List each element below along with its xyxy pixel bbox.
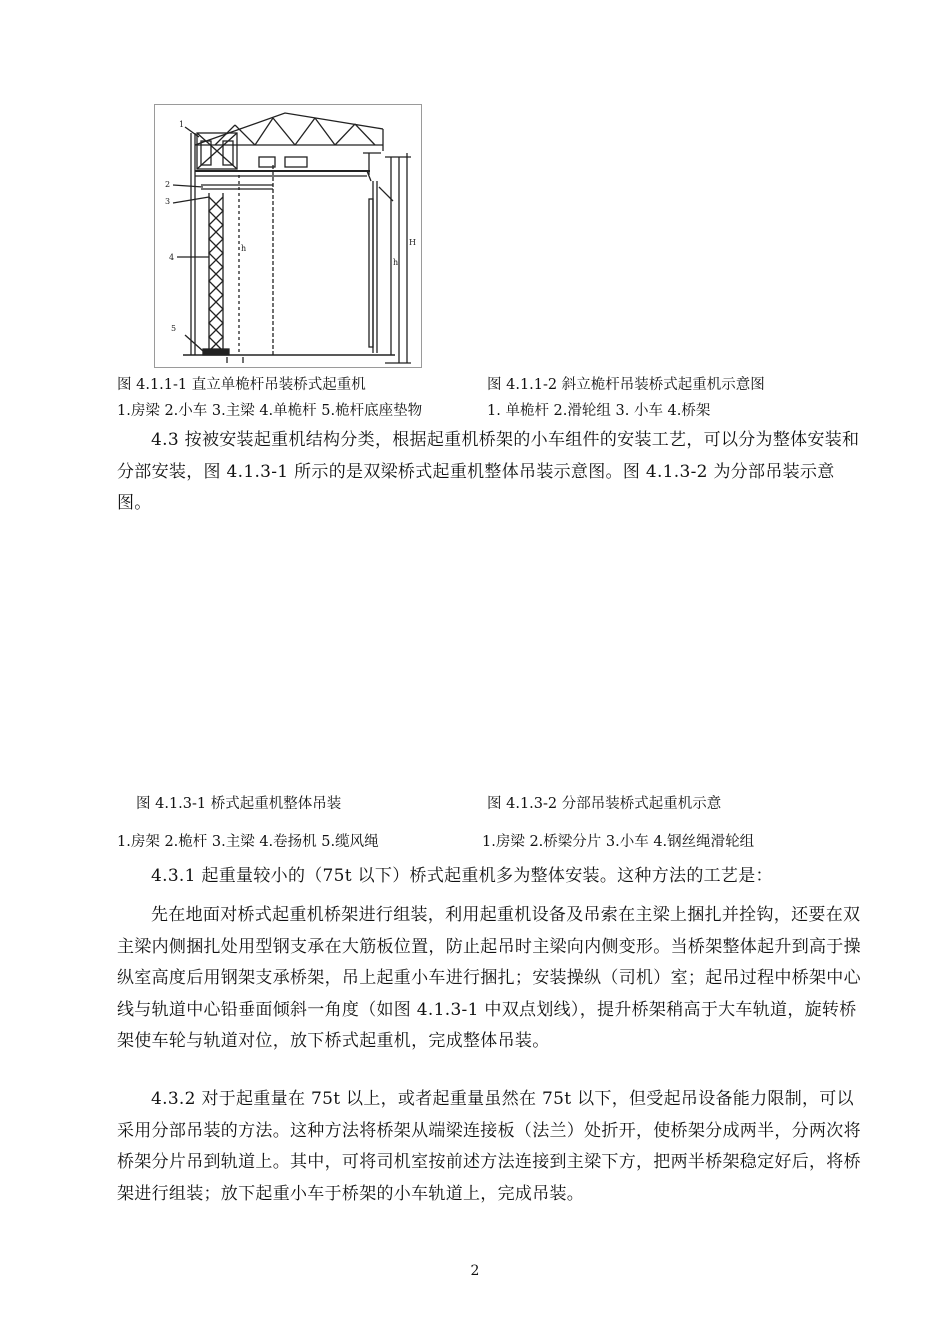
figure-single-mast-crane — [154, 104, 422, 368]
single-mast-crane-drawing — [155, 105, 421, 367]
callout-3: 3 — [165, 197, 171, 206]
paragraph-4-3: 4.3 按被安装起重机结构分类，根据起重机桥架的小车组件的安装工艺，可以分为整体安装和分部安装，图 4.1.3-1 所示的是双梁桥式起重机整体吊装示意图。图 4.1.3-2 为分部吊装示意图。 — [117, 430, 860, 513]
legend-fig-4-1-3-1: 1.房架 2.桅杆 3.主梁 4.卷扬机 5.缆风绳 — [117, 834, 379, 850]
legend-fig-4-1-3-2: 1.房梁 2.桥梁分片 3.小车 4.钢丝绳滑轮组 — [482, 834, 755, 850]
caption-fig-4-1-1-1: 图 4.1.1-1 直立单桅杆吊装桥式起重机 — [117, 377, 366, 393]
callout-1: 1 — [179, 120, 185, 129]
callout-5: 5 — [171, 324, 177, 333]
caption-fig-4-1-3-2: 图 4.1.3-2 分部吊装桥式起重机示意 — [487, 796, 722, 812]
callout-2: 2 — [165, 180, 171, 189]
paragraph-4-3-1-title: 4.3.1 起重量较小的（75t 以下）桥式起重机多为整体安装。这种方法的工艺是： — [151, 866, 773, 886]
legend-fig-4-1-1-2: 1. 单桅杆 2.滑轮组 3. 小车 4.桥架 — [487, 403, 711, 419]
page-number: 2 — [470, 1263, 480, 1279]
paragraph-4-3-1-body: 先在地面对桥式起重机桥架进行组装，利用起重机设备及吊索在主梁上捆扎并拴钩，还要在双主梁内侧捆扎处用型钢支承在大筋板位置，防止起吊时主梁向内侧变形。当桥架整体起升到高于操纵室高度后用钢架支承桥架，吊上起重小车进行捆扎；安装操纵（司机）室；起吊过程中桥架中心线与轨道中心铅垂面倾斜一角度（如图 4.1.3-1 中双点划线），提升桥架稍高于大车轨道，旋转桥架使车轮与轨道对位，放下桥式起重机，完成整体吊装。 — [117, 905, 861, 1051]
legend-fig-4-1-1-1: 1.房梁 2.小车 3.主梁 4.单桅杆 5.桅杆底座垫物 — [117, 403, 423, 419]
caption-fig-4-1-1-2: 图 4.1.1-2 斜立桅杆吊装桥式起重机示意图 — [487, 377, 765, 393]
paragraph-4-3-2: 4.3.2 对于起重量在 75t 以上，或者起重量虽然在 75t 以下，但受起吊设备能力限制，可以采用分部吊装的方法。这种方法将桥架从端梁连接板（法兰）处折开，使桥架分成两半，分两次将桥架分片吊到轨道上。其中，可将司机室按前述方法连接到主梁下方，把两半桥架稳定好后，将桥架进行组装；放下起重小车于桥架的小车轨道上，完成吊装。 — [117, 1089, 861, 1204]
dimension-h-right: h — [393, 258, 399, 267]
dimension-H: H — [409, 238, 416, 247]
caption-fig-4-1-3-1: 图 4.1.3-1 桥式起重机整体吊装 — [136, 796, 342, 812]
dimension-h-left: h — [241, 244, 247, 253]
callout-4: 4 — [169, 253, 175, 262]
